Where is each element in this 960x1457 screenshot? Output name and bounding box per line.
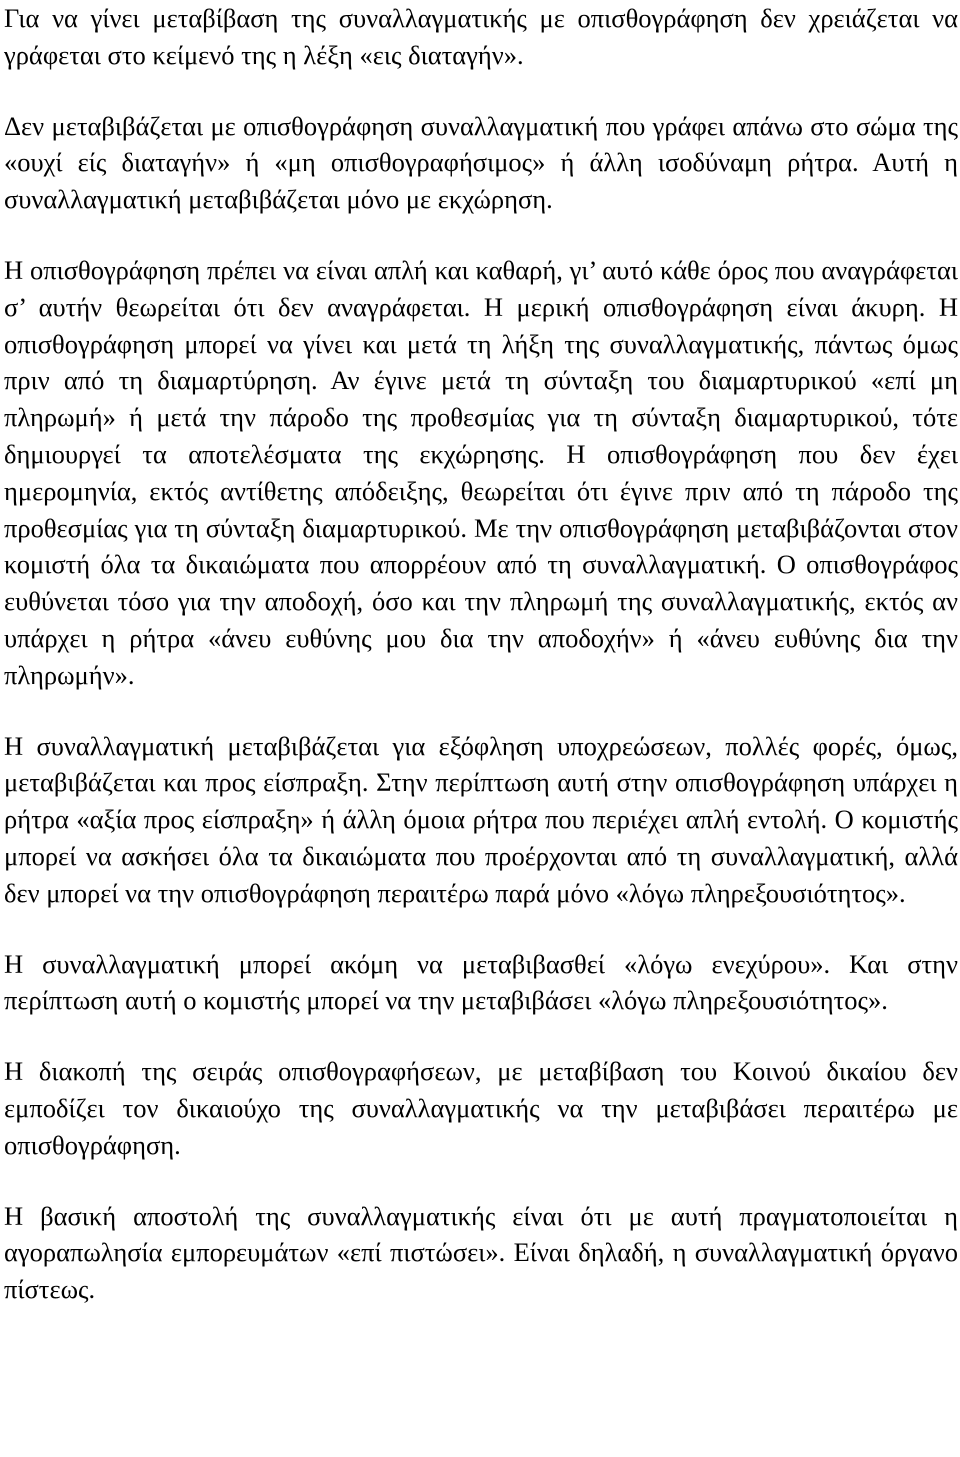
paragraph-6: Η διακοπή της σειράς οπισθογραφήσεων, με μεταβίβαση του Κοινού δικαίου δεν εμποδίζει τον δικαιούχο της συναλλαγματικής να την μεταβιβάσει περαιτέρω με οπισθογράφηση. (4, 1056, 958, 1160)
paragraph-1: Για να γίνει μεταβίβαση της συναλλαγματικής με οπισθογράφηση δεν χρειάζεται να γράφεται στο κείμενό της η λέξη «εις διαταγήν». (4, 3, 958, 70)
paragraph-3: Η οπισθογράφηση πρέπει να είναι απλή και καθαρή, γι’ αυτό κάθε όρος που αναγράφεται σ’ αυτήν θεωρείται ότι δεν αναγράφεται. Η μερική οπισθογράφηση είναι άκυρη. Η οπισθογράφηση μπορεί να γίνει και μετά τη λήξη της συναλλαγματικής, πάντως όμως πριν από τη διαμαρτύρηση. Αν έγινε μετά τη σύνταξη του διαμαρτυρικού «επί μη πληρωμή» ή μετά την πάροδο της προθεσμίας για τη σύνταξη διαμαρτυρικού, τότε δημιουργεί τα αποτελέσματα της εκχώρησης. Η οπισθογράφηση που δεν έχει ημερομηνία, εκτός αντίθετης απόδειξης, θεωρείται ότι έγινε πριν από τη πάροδο της προθεσμίας για τη σύνταξη διαμαρτυρικού. Με την οπισθογράφηση μεταβιβάζονται στον κομιστή όλα τα δικαιώματα που απορρέουν από τη συναλλαγματική. Ο οπισθογράφος ευθύνεται τόσο για την αποδοχή, όσο και την πληρωμή της συναλλαγματικής, εκτός αν υπάρχει η ρήτρα «άνευ ευθύνης μου δια την αποδοχήν» ή «άνευ ευθύνης δια την πληρωμήν». (4, 254, 958, 690)
paragraph-4: Η συναλλαγματική μεταβιβάζεται για εξόφληση υποχρεώσεων, πολλές φορές, όμως, μεταβιβάζεται και προς είσπραξη. Στην περίπτωση αυτή στην οπισθογράφηση υπάρχει η ρήτρα «αξία προς είσπραξη» ή άλλη όμοια ρήτρα που περιέχει απλή εντολή. Ο κομιστής μπορεί να ασκήσει όλα τα δικαιώματα που προέρχονται από τη συναλλαγματική, αλλά δεν μπορεί να την οπισθογράφηση περαιτέρω παρά μόνο «λόγω πληρεξουσιότητος». (4, 730, 958, 908)
paragraph-5: Η συναλλαγματική μπορεί ακόμη να μεταβιβασθεί «λόγω ενεχύρου». Και στην περίπτωση αυτή ο κομιστής μπορεί να την μεταβιβάσει «λόγω πληρεξουσιότητος». (4, 948, 958, 1016)
paragraph-7: Η βασική αποστολή της συναλλαγματικής είναι ότι με αυτή πραγματοποιείται η αγοραπωλησία εμπορευμάτων «επί πιστώσει». Είναι δηλαδή, η συναλλαγματική όργανο πίστεως. (4, 1200, 958, 1305)
paragraph-2: Δεν μεταβιβάζεται με οπισθογράφηση συναλλαγματική που γράφει απάνω στο σώμα της «ουχί είς διαταγήν» ή «μη οπισθογραφήσιμος» ή άλλη ισοδύναμη ρήτρα. Αυτή η συναλλαγματική μεταβιβάζεται μόνο με εκχώρηση. (4, 110, 958, 215)
